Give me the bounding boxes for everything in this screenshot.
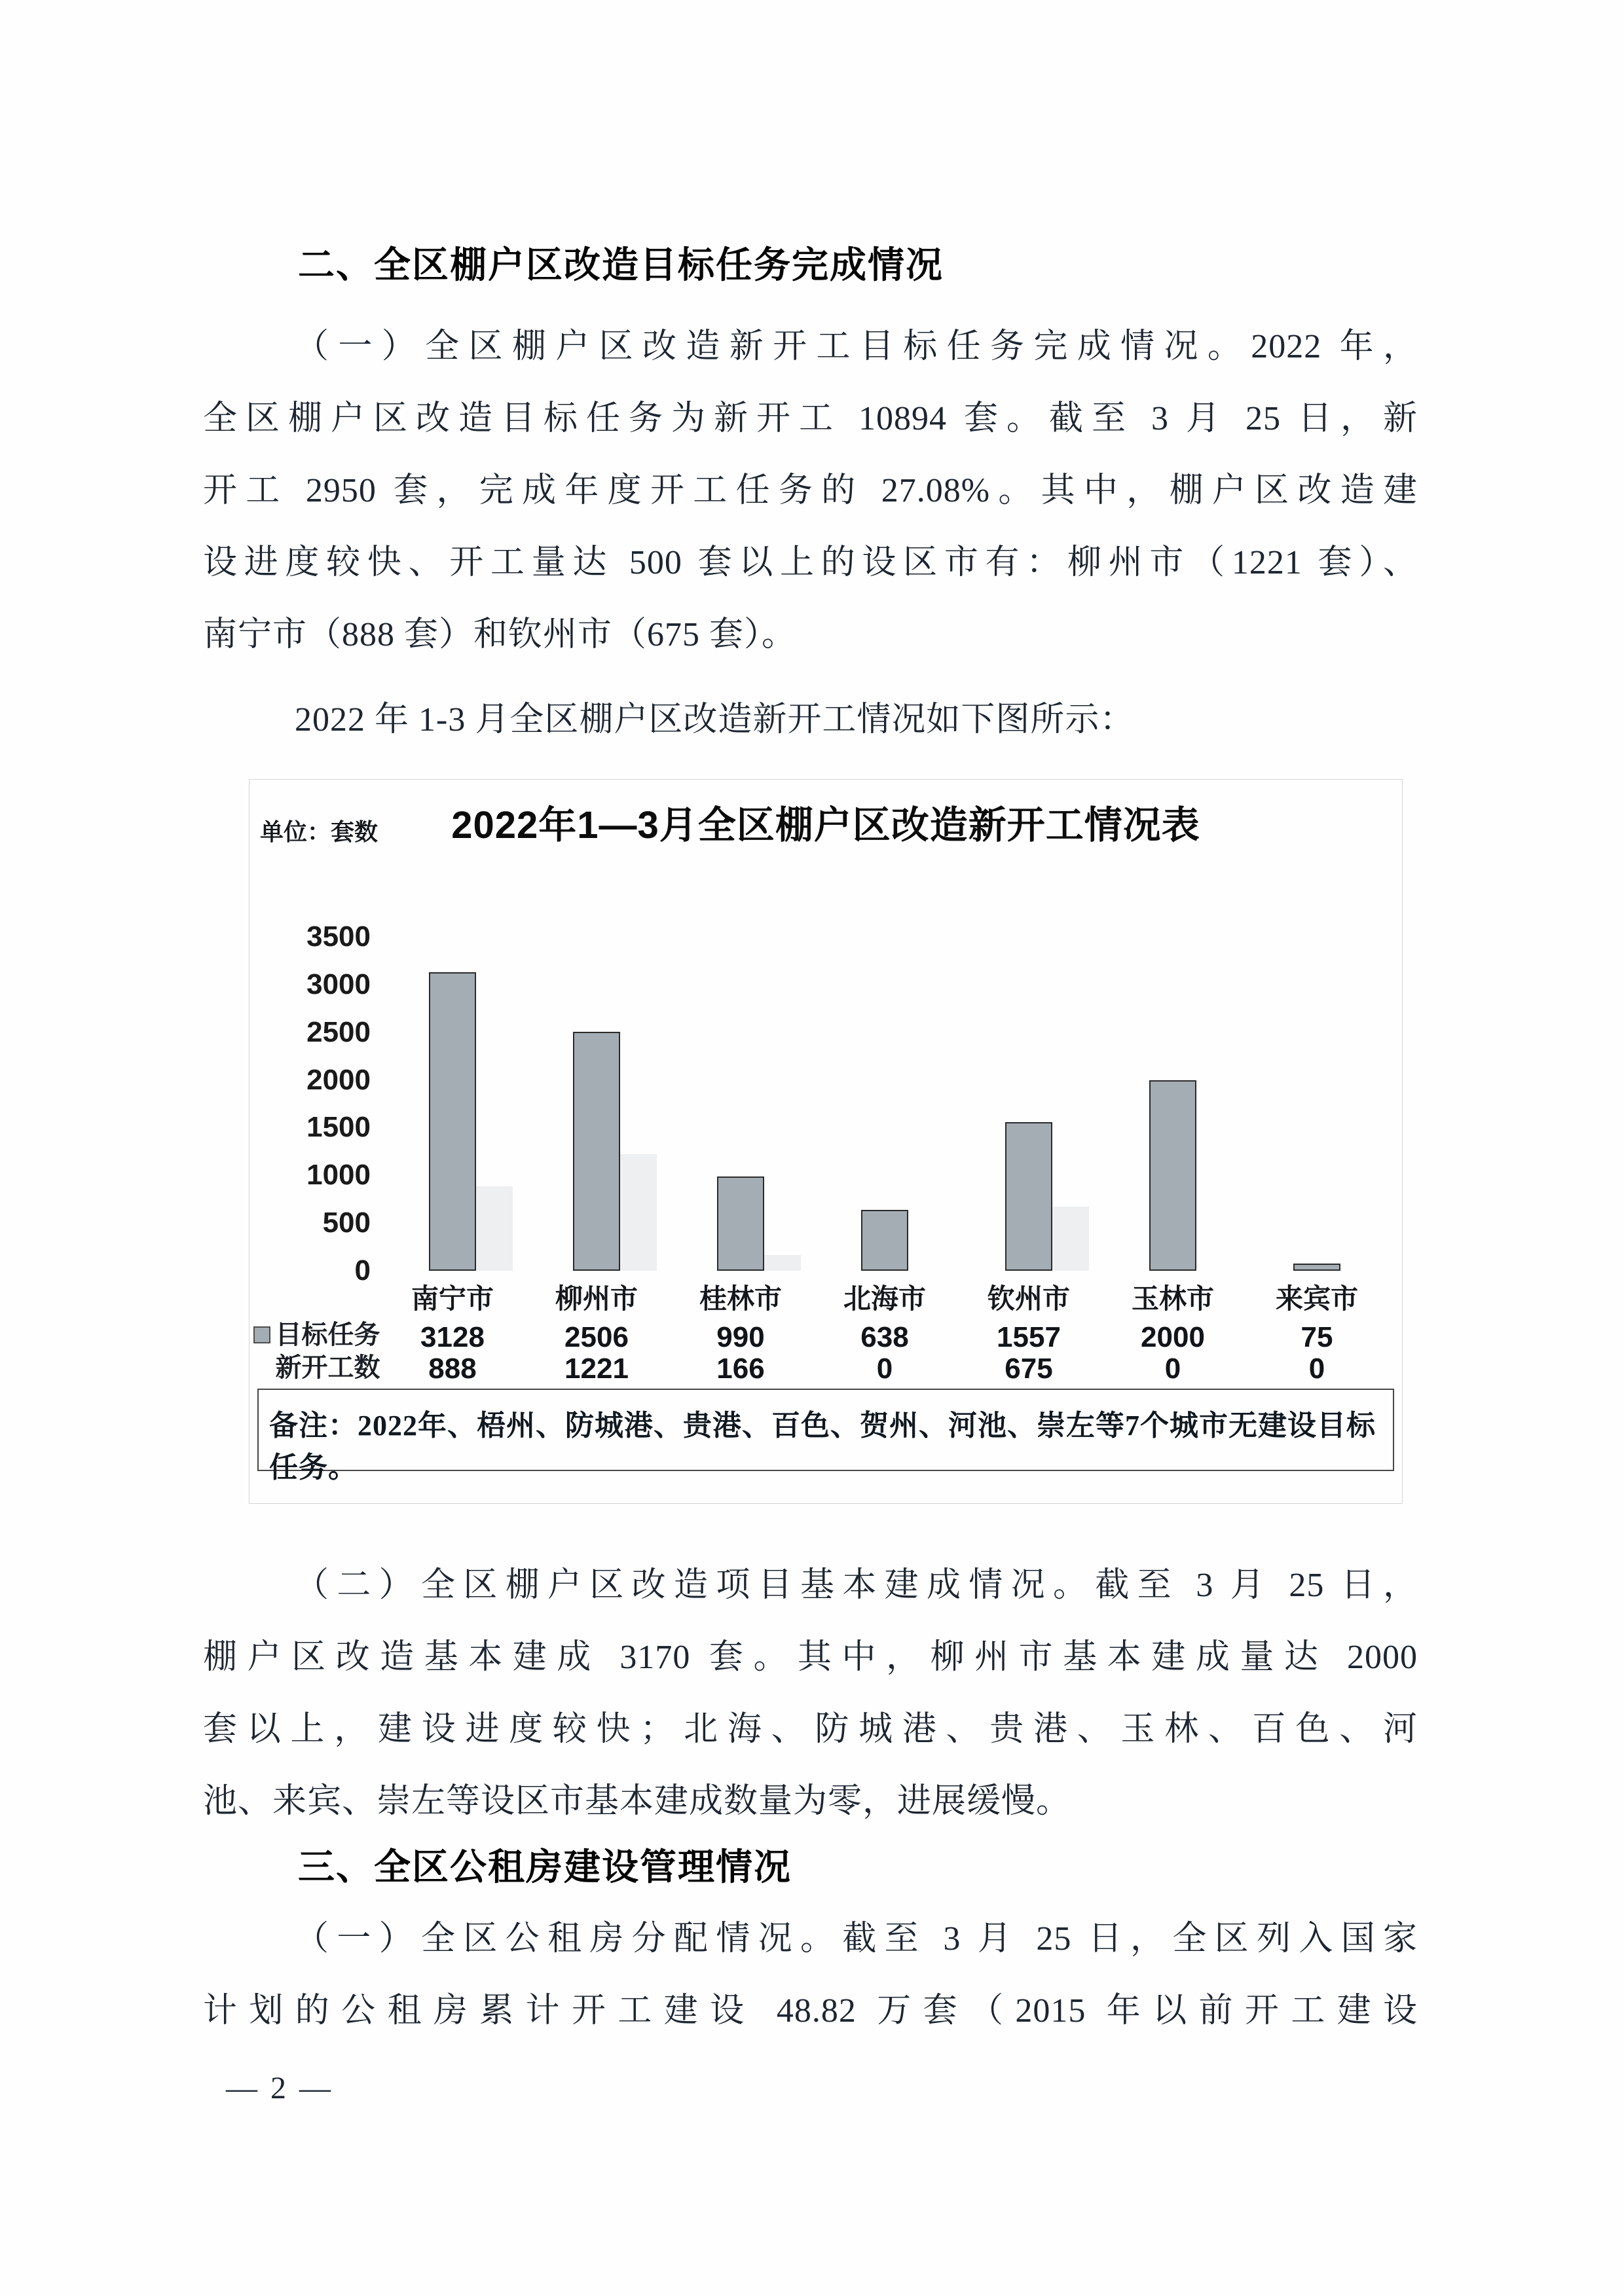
section3-heading: 三、全区公租房建设管理情况 [298, 1846, 792, 1887]
paragraph-2-2 [203, 1550, 1418, 1838]
target-bar [1149, 1080, 1196, 1271]
target-series-legend-swatch [253, 1326, 270, 1343]
y-axis-tick-label: 3500 [306, 920, 371, 953]
target-value-cell: 990 [716, 1321, 765, 1353]
started-bar [620, 1154, 657, 1271]
target-bar [429, 972, 476, 1271]
spacer [203, 1838, 1418, 1844]
target-value-cell: 638 [860, 1321, 909, 1353]
started-series-label [249, 1351, 384, 1385]
bar-chart-figure [249, 779, 1403, 1504]
started-value-cell: 166 [716, 1353, 765, 1385]
started-series-label-text: 新开工数 [275, 1353, 380, 1382]
category-label: 南宁市 [411, 1283, 494, 1314]
y-axis-tick-label: 3000 [306, 968, 371, 1000]
body-text-line: 池、来宾、崇左等设区市基本建成数量为零，进展缓慢。 [203, 1783, 1071, 1820]
spacer [203, 2047, 1418, 2070]
body-text-line: 南宁市（888 套）和钦州市（675 套）。 [203, 616, 797, 653]
body-text-line: （一）全区公租房分配情况。截至 3 月 25 日，全区列入国家 [295, 1920, 1418, 1958]
target-bar [717, 1176, 764, 1271]
body-text-line: （二）全区棚户区改造项目基本建成情况。截至 3 月 25 日， [295, 1567, 1418, 1604]
body-text-line: 套以上，建设进度较快；北海、防城港、贵港、玉林、百色、河 [203, 1711, 1418, 1748]
started-value-cell: 0 [1308, 1353, 1325, 1385]
target-value-cell: 3128 [420, 1321, 485, 1353]
paragraph-3-1 [203, 1903, 1418, 2047]
category-label: 桂林市 [699, 1283, 782, 1314]
started-value-cell: 1221 [564, 1353, 629, 1385]
target-bar [573, 1032, 620, 1271]
body-text-line: 计划的公租房累计开工建设 48.82 万套（2015 年以前开工建设 [203, 1992, 1418, 2030]
chart-title: 2022年1—3月全区棚户区改造新开工情况表 [451, 804, 1200, 847]
chart-intro-paragraph [203, 684, 1418, 756]
body-text-line: 开工 2950 套，完成年度开工任务的 27.08%。其中，棚户区改造建 [203, 472, 1418, 509]
document-content [203, 242, 1418, 2106]
category-label: 玉林市 [1131, 1283, 1214, 1314]
spacer [203, 756, 1418, 779]
target-value-cell: 1557 [997, 1321, 1061, 1353]
spacer [203, 288, 1418, 311]
started-bar [764, 1255, 801, 1271]
spacer [203, 1890, 1418, 1903]
paragraph-2-1 [203, 311, 1418, 671]
y-axis-tick-label: 2000 [306, 1063, 371, 1096]
body-text-line: 2022 年 1-3 月全区棚户区改造新开工情况如下图所示： [295, 701, 1135, 738]
started-value-cell: 675 [1005, 1353, 1053, 1385]
started-value-cell: 888 [428, 1353, 477, 1385]
target-series-label [249, 1318, 384, 1352]
y-axis-tick-label: 2500 [306, 1015, 371, 1048]
started-bar [1052, 1207, 1089, 1271]
target-bar [861, 1210, 908, 1271]
y-axis-tick-label: 1500 [306, 1111, 371, 1144]
target-value-cell: 2000 [1141, 1321, 1205, 1353]
body-text-line: 设进度较快、开工量达 500 套以上的设区市有：柳州市（1221 套）、 [203, 544, 1418, 581]
body-text-line: 棚户区改造基本建成 3170 套。其中，柳州市基本建成量达 2000 [203, 1639, 1418, 1676]
target-series-label-text: 目标任务 [275, 1321, 380, 1349]
chart-note-box: 备注：2022年、梧州、防城港、贵港、百色、贺州、河池、崇左等7个城市无建设目标任务。 [257, 1389, 1394, 1471]
chart-unit-label: 单位：套数 [260, 818, 378, 845]
started-value-cell: 0 [876, 1353, 893, 1385]
y-axis-tick-label: 0 [354, 1254, 371, 1286]
target-value-cell: 2506 [564, 1321, 629, 1353]
y-axis-tick-label: 1000 [306, 1159, 371, 1192]
category-label: 钦州市 [987, 1283, 1070, 1314]
target-bar [1005, 1122, 1052, 1271]
y-axis-tick-label: 500 [322, 1207, 371, 1239]
spacer [203, 671, 1418, 684]
category-label: 北海市 [843, 1283, 926, 1314]
spacer [203, 1504, 1418, 1550]
target-value-cell: 75 [1301, 1321, 1333, 1353]
category-label: 来宾市 [1275, 1283, 1358, 1314]
target-bar [1293, 1264, 1340, 1271]
started-bar [476, 1186, 513, 1271]
started-value-cell: 0 [1164, 1353, 1181, 1385]
section2-heading: 二、全区棚户区改造目标任务完成情况 [298, 244, 944, 285]
page-number: — 2 — [226, 2071, 333, 2105]
body-text-line: （一）全区棚户区改造新开工目标任务完成情况。2022 年， [295, 328, 1418, 365]
category-label: 柳州市 [555, 1283, 638, 1314]
body-text-line: 全区棚户区改造目标任务为新开工 10894 套。截至 3 月 25 日，新 [203, 400, 1418, 437]
